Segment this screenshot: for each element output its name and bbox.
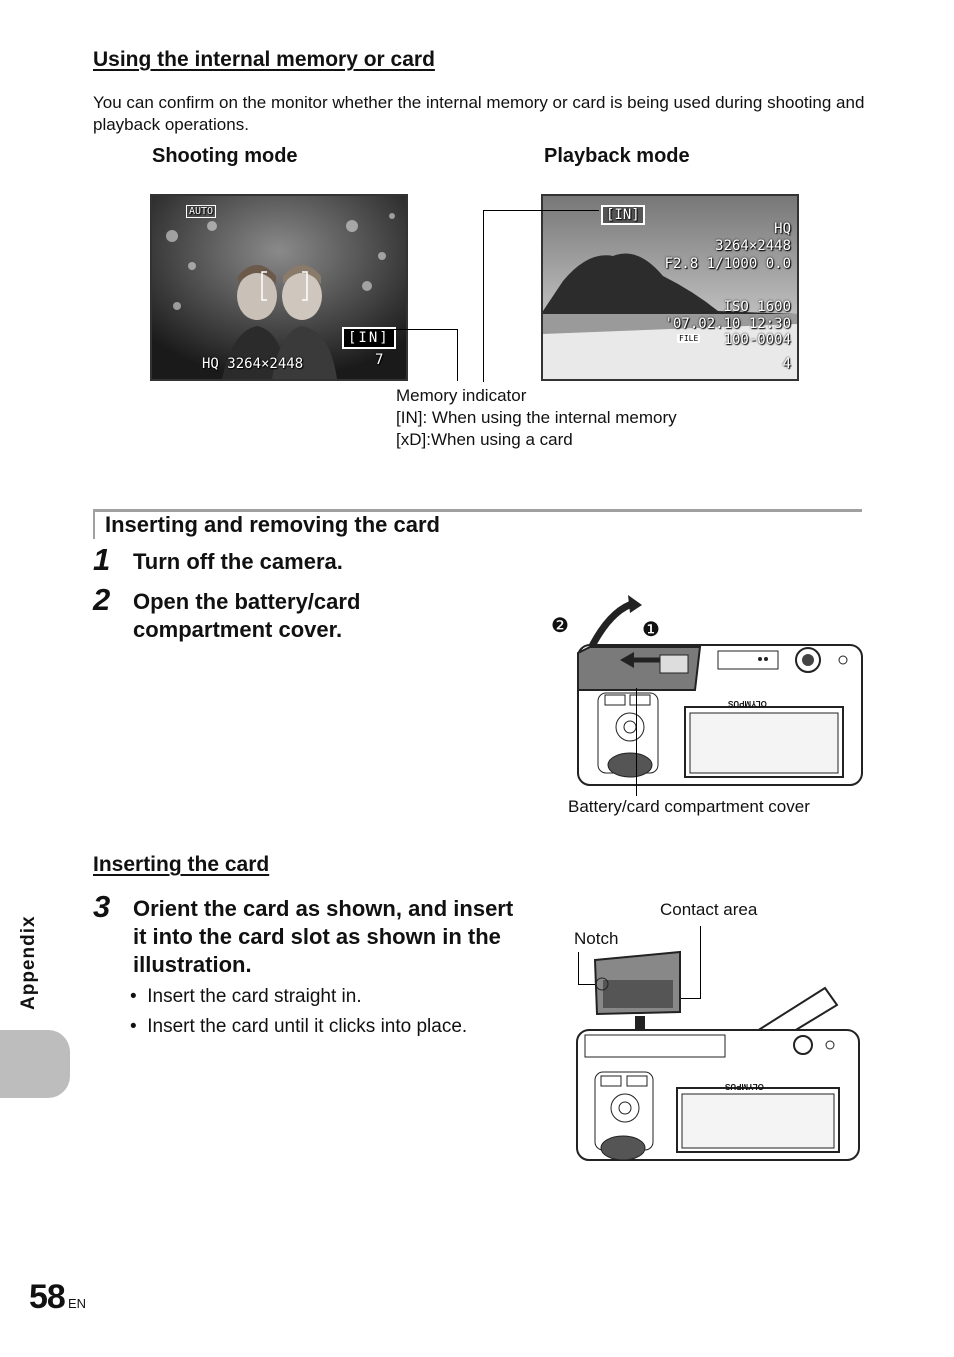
page-number: 58 (29, 1278, 65, 1316)
shooting-mode-label: Shooting mode (152, 145, 298, 167)
language-code: EN (68, 1296, 87, 1311)
pb-count: 4 (782, 356, 791, 372)
shooting-mode-screen (150, 194, 408, 381)
step-1-number: 1 (93, 542, 111, 577)
appendix-tab-label: Appendix (18, 915, 39, 1010)
intro-paragraph: You can confirm on the monitor whether the internal memory or card is being used during shooting and playback operations. (93, 93, 865, 134)
contact-area-label: Contact area (660, 900, 758, 919)
card-insert-illustration (575, 950, 865, 1165)
section-heading-inserting-card: Inserting the card (93, 853, 270, 876)
step-2-text-line2: compartment cover. (133, 617, 343, 642)
bullet-1-text: Insert the card straight in. (147, 986, 362, 1007)
appendix-side-tab[interactable] (0, 1030, 70, 1098)
frames-remaining: 7 (375, 352, 384, 368)
brand-logo: OLYMPUS (728, 699, 767, 708)
notch-label: Notch (574, 929, 619, 948)
step-3-text-line3: illustration. (133, 952, 252, 977)
bullet-2: • Insert the card until it clicks into place. (130, 1016, 468, 1037)
section-heading-inserting-removing: Inserting and removing the card (105, 512, 440, 537)
pb-exposure: F2.8 1/1000 0.0 (664, 256, 791, 272)
memory-indicator-playback: [IN] (601, 205, 645, 225)
auto-mode-badge: AUTO (186, 205, 216, 218)
pb-iso: ISO 1600 (723, 299, 791, 315)
pb-file-number: 100-0004 (723, 332, 791, 348)
playback-mode-screen (541, 194, 799, 381)
memory-indicator-shooting: [IN] (342, 327, 396, 349)
pb-resolution: 3264×2448 (715, 238, 791, 254)
step-3-text-line2: it into the card slot as shown in the (133, 924, 501, 949)
pb-quality: HQ (774, 221, 791, 237)
callout-2-icon: ❷ (551, 615, 569, 637)
memory-indicator-internal: [IN]: When using the internal memory (396, 408, 677, 427)
step-2-text-line1: Open the battery/card (133, 589, 361, 614)
cover-caption: Battery/card compartment cover (568, 797, 810, 816)
bullet-2-text: Insert the card until it clicks into place. (147, 1016, 468, 1037)
step-3-number: 3 (93, 889, 111, 924)
brand-logo-2: OLYMPUS (725, 1082, 764, 1091)
callout-1-icon: ❶ (642, 619, 660, 641)
memory-indicator-card: [xD]:When using a card (396, 430, 573, 449)
quality-readout: HQ 3264×2448 (202, 356, 304, 372)
camera-cover-illustration (550, 595, 865, 790)
memory-indicator-title: Memory indicator (396, 386, 527, 405)
step-1-text: Turn off the camera. (133, 549, 343, 574)
section-heading-memory: Using the internal memory or card (93, 48, 435, 71)
bullet-1: • Insert the card straight in. (130, 986, 362, 1007)
step-3-text-line1: Orient the card as shown, and insert (133, 896, 514, 921)
file-icon: FILE (679, 334, 699, 343)
playback-mode-label: Playback mode (544, 145, 690, 167)
pb-datetime: '07.02.10 12:30 (664, 316, 791, 332)
step-2-number: 2 (93, 582, 111, 617)
